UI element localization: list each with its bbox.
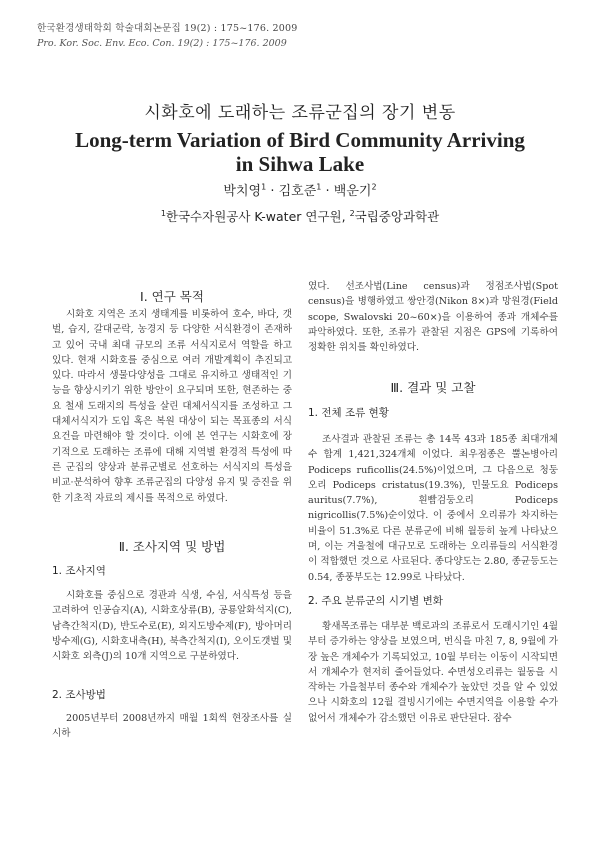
author-3: 백운기 bbox=[333, 184, 372, 199]
affil-1: 한국수자원공사 K-water 연구원, bbox=[165, 209, 350, 224]
author-2-affil-mark: 1 bbox=[316, 182, 322, 192]
affiliations bbox=[0, 207, 600, 225]
section-1-heading: Ⅰ. 연구 목적 bbox=[140, 289, 204, 304]
author-1: 박치영 bbox=[223, 184, 262, 199]
journal-citation-ko: 한국환경생태학회 학술대회논문집 19(2) : 175~176. 2009 bbox=[37, 23, 298, 34]
affil-2-mark: 2 bbox=[349, 208, 355, 218]
affil-2: 국립중앙과학관 bbox=[354, 209, 440, 224]
section-3-heading: Ⅲ. 결과 및 고찰 bbox=[390, 380, 476, 395]
title-english-line1: Long-term Variation of Bird Community Arriving bbox=[75, 128, 525, 152]
title-english-line2: in Sihwa Lake bbox=[235, 152, 365, 176]
author-3-affil-mark: 2 bbox=[371, 182, 377, 192]
section-3-2-paragraph: 황새목조류는 대부분 백로과의 조류로서 도래시기인 4월부터 증가하는 양상을 보였으며, 번식을 마친 7, 8, 9월에 가장 높은 개체수가 기록되었고, 10월 부터는 이동이 시작되면서 개체수가 현저히 줄어들었다. 수면성오리류는 월동을 시작하는 가을철부터 종수와 개체수가 높았던 것을 알 수 있었으나 시화호의 12월 결빙시기에는 수면지역을 이용할 수가 없어서 개체수가 감소했던 이유로 판단된다. 잠수 bbox=[308, 621, 558, 724]
section-2-2-paragraph-continued: 였다. 선조사법(Line census)과 정점조사법(Spot census)을 병행하였고 쌍안경(Nikon 8×)과 망원경(Field scope, Swalovski 20~60×)을 이용하여 종과 개체수를 파악하였다. 또한, 조류가 관찰된 지점은 GPS에 기록하여 정확한 위치를 확인하였다. bbox=[308, 281, 558, 354]
title-english bbox=[0, 128, 600, 176]
section-2-2-heading: 2. 조사방법 bbox=[52, 689, 106, 701]
author-2: 김호준 bbox=[278, 184, 317, 199]
author-separator: · bbox=[321, 184, 334, 199]
section-3-2-heading: 2. 주요 분류군의 시기별 변화 bbox=[308, 595, 443, 607]
section-1-paragraph: 시화호 지역은 조지 생태계를 비롯하여 호수, 바다, 갯벌, 습지, 갈대군락, 농경지 등 다양한 서식환경이 존재하고 있어 국내 최대 규모의 조류 서식지로서 역할을 하고 있다. 현재 시화호를 중심으로 여러 개발계획이 추진되고 있다. 따라서 생물다양성을 그대로 유지하고 생태적인 기능을 향상시키기 위한 방안이 요구되며 또한, 현존하는 중요 철새 도래지의 특성을 살린 대체서식지를 조성하고 그 대체서식지가 도입 혹은 복원 대상이 되는 목표종의 서식요건을 마련해야 할 것이다. 이에 본 연구는 시화호에 장기적으로 도래하는 조류에 대해 지역별 환경적 특성에 따른 군집의 양상과 분류군별로 선호하는 서식지의 특성을 비교·분석하여 향후 조류군집의 다양성 유지 및 증진을 위한 기초적 자료의 제시를 목적으로 하였다. bbox=[52, 309, 292, 504]
section-2-1-paragraph: 시화호를 중심으로 경관과 식생, 수심, 서식특성 등을 고려하여 인공습지(A), 시화호상류(B), 공룡알화석지(C), 남측간척지(D), 반도수로(E), 외지도방수제(F), 방아머리방수제(G), 시화호내측(H), 북측간척지(I), 오이도갯벌 및 시화호 외측(J)의 10개 지역으로 구분하였다. bbox=[52, 590, 292, 663]
section-3-1-paragraph: 조사결과 관찰된 조류는 총 14목 43과 185종 최대개체수 합계 1,421,324개체 이었다. 최우점종은 뿔논병아리Podiceps ruficollis(24.5%)이었으며, 그 다음으로 청둥오리 Podiceps cristatus(19.3%), 민물도요 Podiceps auritus(7.7%), 흰빰검둥오리 Podiceps nigricollis(7.5%)순이었다. 이 중에서 오리류가 차지하는 비율이 51.3%로 다른 분류군에 비해 월등히 높게 나타났으며, 이는 겨울철에 대규모로 도래하는 오리류들의 서식환경이 적합했던 것으로 사료된다. 종다양도는 2.80, 종균등도는 0.54, 종풍부도는 12.99로 나타났다. bbox=[308, 434, 558, 583]
section-2-1-heading: 1. 조사지역 bbox=[52, 565, 106, 577]
section-3-1-heading: 1. 전체 조류 현황 bbox=[308, 407, 389, 419]
author-list bbox=[0, 180, 600, 199]
author-1-affil-mark: 1 bbox=[261, 182, 267, 192]
journal-header bbox=[37, 20, 567, 49]
author-separator: · bbox=[266, 184, 279, 199]
affil-1-mark: 1 bbox=[160, 208, 166, 218]
journal-citation-en: Pro. Kor. Soc. Env. Eco. Con. 19(2) : 175~176. 2009 bbox=[37, 38, 287, 49]
title-korean: 시화호에 도래하는 조류군집의 장기 변동 bbox=[144, 103, 456, 123]
section-2-heading: Ⅱ. 조사지역 및 방법 bbox=[118, 539, 226, 554]
section-2-2-paragraph: 2005년부터 2008년까지 매월 1회씩 현장조사를 실시하 bbox=[52, 713, 292, 740]
